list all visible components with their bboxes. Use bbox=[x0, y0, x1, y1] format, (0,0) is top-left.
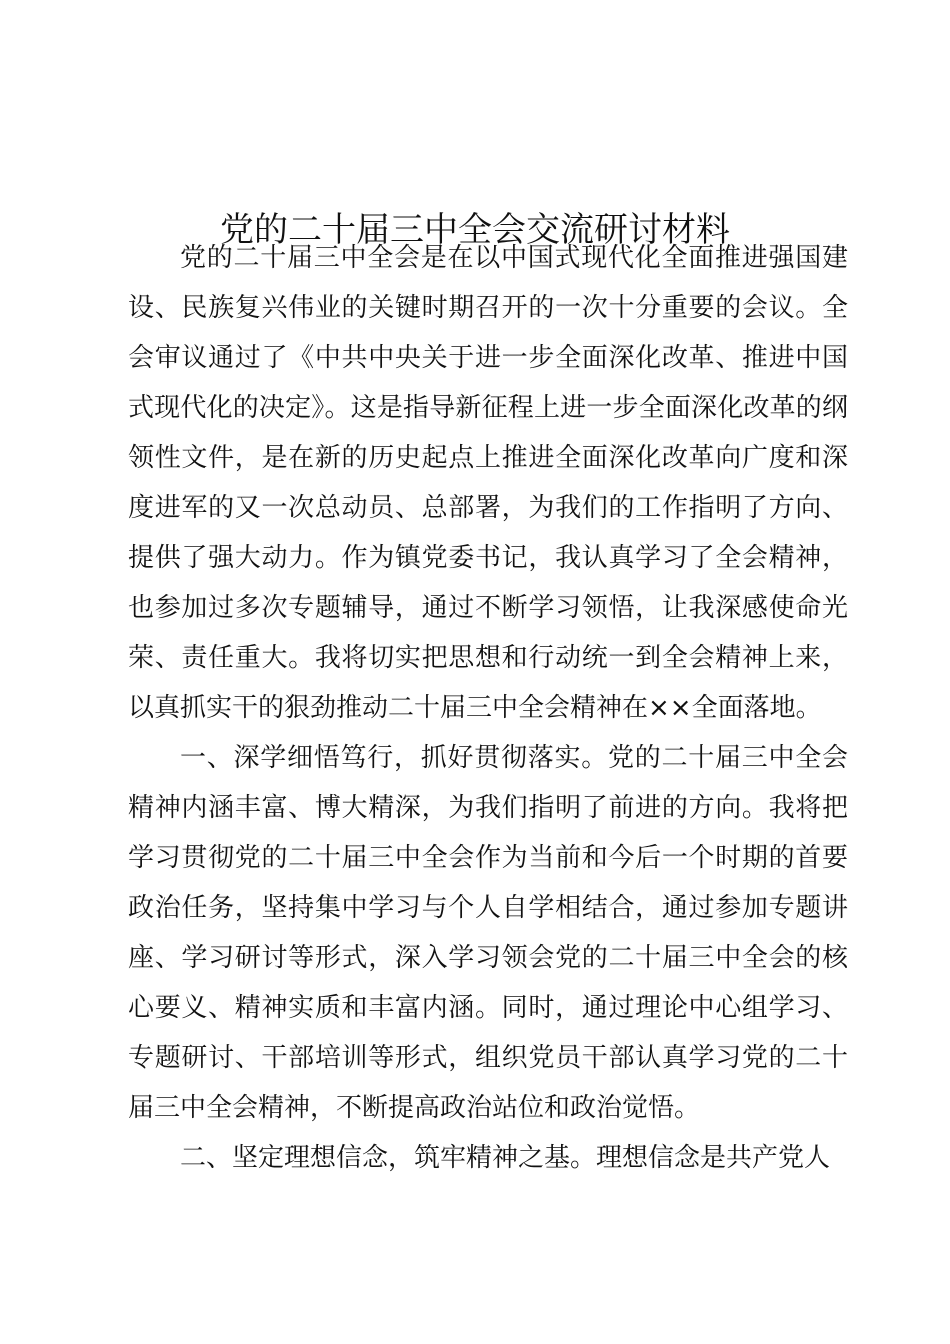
paragraph-section-two: 二、坚定理想信念，筑牢精神之基。理想信念是共产党人 bbox=[180, 1143, 831, 1173]
document-body bbox=[128, 233, 848, 1183]
paragraph-section-one: 一、深学细悟笃行，抓好贯彻落实。党的二十届三中全会精神内涵丰富、博大精深，为我们指明了前进的方向。我将把学习贯彻党的二十届三中全会作为当前和今后一个时期的首要政治任务，坚持集中学习与个人自学相结合，通过参加专题讲座、学习研讨等形式，深入学习领会党的二十届三中全会的核心要义、精神实质和丰富内涵。同时，通过理论中心组学习、专题研讨、干部培训等形式，组织党员干部认真学习党的二十届三中全会精神，不断提高政治站位和政治觉悟。 bbox=[128, 743, 848, 1123]
document-title: 党的二十届三中全会交流研讨材料 bbox=[220, 209, 730, 250]
paragraph-intro: 党的二十届三中全会是在以中国式现代化全面推进强国建设、民族复兴伟业的关键时期召开的一次十分重要的会议。全会审议通过了《中共中央关于进一步全面深化改革、推进中国式现代化的决定》。这是指导新征程上进一步全面深化改革的纲领性文件，是在新的历史起点上推进全面深化改革向广度和深度进军的又一次总动员、总部署，为我们的工作指明了方向、提供了强大动力。作为镇党委书记，我认真学习了全会精神，也参加过多次专题辅导，通过不断学习领悟，让我深感使命光荣、责任重大。我将切实把思想和行动统一到全会精神上来，以真抓实干的狠劲推动二十届三中全会精神在××全面落地。 bbox=[128, 243, 848, 723]
